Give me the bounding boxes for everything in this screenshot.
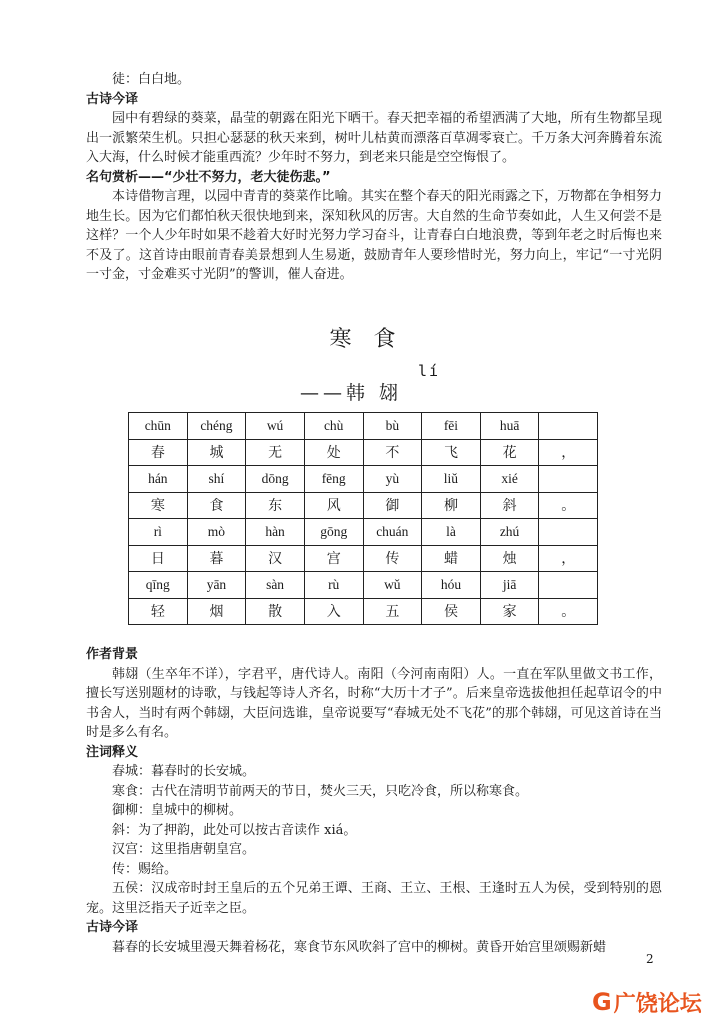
appreciation-paragraph: 本诗借物言理，以园中青青的葵菜作比喻。其实在整个春天的阳光雨露之下，万物都在争相努力地生长。因为它们都怕秋天很快地到来，深知秋风的厉害。大自然的生命节奏如此，人生又何尝不是这样？一个人少年时如果不趁着大好时光努力学习奋斗，让青春白白地浪费，等到年老之时后悔也来不及了。这首诗由眼前青春美景想到人生易逝，鼓励青年人要珍惜时光，努力向上，牢记“一寸光阴一寸金，寸金难买寸光阴”的警训，催人奋进。 xyxy=(86,189,662,282)
pinyin-cell: là xyxy=(422,519,481,546)
pinyin-row xyxy=(129,466,598,493)
note-item: 汉宫：这里指唐朝皇宫。 xyxy=(112,842,256,857)
character-cell: 传 xyxy=(363,545,422,572)
top-section xyxy=(86,70,662,285)
bottom-section xyxy=(86,645,662,957)
pinyin-cell: hán xyxy=(129,466,188,493)
watermark-text: 广饶论坛 xyxy=(613,991,702,1017)
character-cell: 蜡 xyxy=(422,545,481,572)
character-cell: 汉 xyxy=(246,545,305,572)
character-row xyxy=(129,545,598,572)
note-item: 春城：暮春时的长安城。 xyxy=(112,764,256,779)
character-cell: 入 xyxy=(304,598,363,625)
pinyin-cell: liǔ xyxy=(422,466,481,493)
notes-heading: 注词释义 xyxy=(86,744,139,760)
pinyin-cell: dōng xyxy=(246,466,305,493)
pinyin-cell: chūn xyxy=(129,413,188,440)
character-cell: 五 xyxy=(363,598,422,625)
pinyin-cell xyxy=(539,413,598,440)
pinyin-cell: hóu xyxy=(422,572,481,599)
pinyin-cell: chuán xyxy=(363,519,422,546)
character-cell: 宫 xyxy=(304,545,363,572)
appreciation-heading: 名句赏析——“少壮不努力，老大徒伤悲。” xyxy=(86,169,331,185)
pinyin-cell: hàn xyxy=(246,519,305,546)
pinyin-cell: sàn xyxy=(246,572,305,599)
character-cell: 处 xyxy=(304,439,363,466)
translation-paragraph-2: 暮春的长安城里漫天舞着杨花，寒食节东风吹斜了宫中的柳树。黄昏开始宫里颂赐新蜡 xyxy=(112,939,607,955)
pinyin-cell: bù xyxy=(363,413,422,440)
character-cell: 无 xyxy=(246,439,305,466)
character-cell: 城 xyxy=(187,439,246,466)
character-cell: 散 xyxy=(246,598,305,625)
pinyin-cell: gōng xyxy=(304,519,363,546)
character-cell: 春 xyxy=(129,439,188,466)
pinyin-cell: yān xyxy=(187,572,246,599)
pinyin-row xyxy=(129,519,598,546)
pinyin-cell: huā xyxy=(480,413,539,440)
translation-heading-2: 古诗今译 xyxy=(86,920,139,935)
poem-title: 寒食 xyxy=(329,327,418,352)
character-cell: 柳 xyxy=(422,492,481,519)
character-cell: 烛 xyxy=(480,545,539,572)
notes-list xyxy=(86,762,662,918)
character-cell: 飞 xyxy=(422,439,481,466)
pinyin-cell: chéng xyxy=(187,413,246,440)
poem-table xyxy=(128,412,598,625)
background-heading: 作者背景 xyxy=(86,647,139,662)
character-cell: 不 xyxy=(363,439,422,466)
pinyin-cell: yù xyxy=(363,466,422,493)
pinyin-cell xyxy=(539,519,598,546)
pinyin-cell: mò xyxy=(187,519,246,546)
pinyin-cell: rì xyxy=(129,519,188,546)
pinyin-cell: qīng xyxy=(129,572,188,599)
pinyin-cell: shí xyxy=(187,466,246,493)
pinyin-cell: jiā xyxy=(480,572,539,599)
site-watermark xyxy=(592,985,722,1019)
author-pinyin: lí xyxy=(418,362,441,380)
note-item: 御柳：皇城中的柳树。 xyxy=(112,803,243,818)
pinyin-cell xyxy=(539,572,598,599)
note-item: 寒食：古代在清明节前两天的节日，焚火三天，只吃冷食，所以称寒食。 xyxy=(112,783,529,799)
pinyin-cell: fēi xyxy=(422,413,481,440)
character-cell: 暮 xyxy=(187,545,246,572)
character-cell: 侯 xyxy=(422,598,481,625)
character-cell: 家 xyxy=(480,598,539,625)
pinyin-cell: xié xyxy=(480,466,539,493)
character-row xyxy=(129,492,598,519)
pinyin-cell: rù xyxy=(304,572,363,599)
pinyin-row xyxy=(129,572,598,599)
note-item: 五侯：汉成帝时封王皇后的五个兄弟王谭、王商、王立、王根、王逢时五人为侯，受到特别的恩宠。这里泛指天子近幸之臣。 xyxy=(86,881,662,916)
logo-icon: G xyxy=(592,988,612,1016)
translation-paragraph: 园中有碧绿的葵菜，晶莹的朝露在阳光下晒干。春天把幸福的希望洒满了大地，所有生物都呈现出一派繁荣生机。只担心瑟瑟的秋天来到，树叶儿枯黄而漂落百草凋零衰亡。千万条大河奔腾着东流入大海，什么时候才能重西流？少年时不努力，到老来只能是空空悔恨了。 xyxy=(86,111,662,165)
pinyin-cell: zhú xyxy=(480,519,539,546)
character-cell: 花 xyxy=(480,439,539,466)
pinyin-cell: wú xyxy=(246,413,305,440)
character-cell: 寒 xyxy=(129,492,188,519)
character-cell: 。 xyxy=(539,598,598,625)
character-cell: 日 xyxy=(129,545,188,572)
translation-heading: 古诗今译 xyxy=(86,91,139,107)
background-paragraph: 韩翃（生卒年不详），字君平，唐代诗人。南阳（今河南南阳）人。一直在军队里做文书工作，擅长写送别题材的诗歌，与钱起等诗人齐名，时称“大历十才子”。后来皇帝选拔他担任起草诏令的中书舍人，当时有两个韩翃，大臣问选谁，皇帝说要写“春城无处不飞花”的那个韩翃，可见这首诗在当时是多么有名。 xyxy=(86,666,662,740)
note-item: 传：赐给。 xyxy=(112,861,178,877)
character-cell: 轻 xyxy=(129,598,188,625)
pinyin-cell: wǔ xyxy=(363,572,422,599)
character-cell: 东 xyxy=(246,492,305,519)
character-cell: ， xyxy=(539,545,598,572)
character-cell: ， xyxy=(539,439,598,466)
character-cell: 御 xyxy=(363,492,422,519)
pinyin-row xyxy=(129,413,598,440)
character-cell: 烟 xyxy=(187,598,246,625)
character-cell: 。 xyxy=(539,492,598,519)
character-row xyxy=(129,598,598,625)
character-cell: 斜 xyxy=(480,492,539,519)
pinyin-cell: fēng xyxy=(304,466,363,493)
poem-author: ——韩 翃 xyxy=(300,382,403,404)
character-cell: 食 xyxy=(187,492,246,519)
pinyin-cell: chù xyxy=(304,413,363,440)
pinyin-cell xyxy=(539,466,598,493)
gloss-end: 徒：白白地。 xyxy=(112,72,191,87)
character-row xyxy=(129,439,598,466)
character-cell: 风 xyxy=(304,492,363,519)
note-item: 斜：为了押韵，此处可以按古音读作 xiá。 xyxy=(112,822,357,838)
page-number: 2 xyxy=(646,952,654,966)
